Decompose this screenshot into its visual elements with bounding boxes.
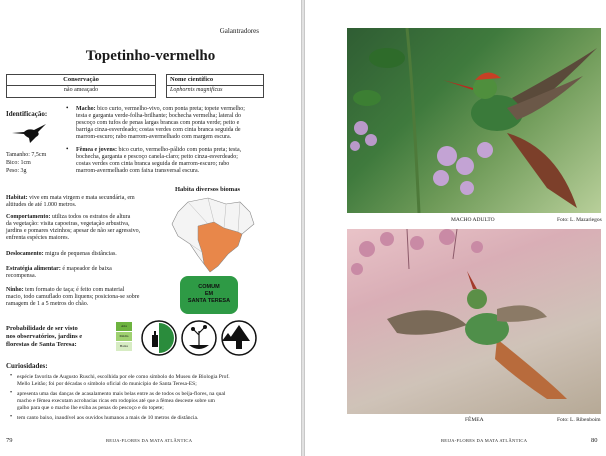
behavior-line-2: da vegetação: visita capoeiras, vegetação arbustiva,: [6, 221, 130, 227]
male-line-5: marrom-escuro; rabo marrom-avermelhado com margem escura.: [76, 134, 232, 140]
scientific-value: Lophornis magnificus: [170, 87, 223, 93]
behavior-line-1: Comportamento: utiliza todos os estratos de altura: [6, 214, 131, 220]
brazil-map: [168, 196, 258, 274]
male-caption: MACHO ADULTO: [451, 217, 495, 223]
male-line-2: testa e garganta verde-folha-brilhante; bochecha vermelha; lateral do: [76, 113, 241, 119]
behavior-line-3: jardins e pomares vizinhos; apesar de não ser agressivo,: [6, 228, 141, 234]
curiosity-2-line-3: galho para que o macho lhe exiba as penas do pescoço e do topete;: [17, 405, 164, 411]
probability-scale: [116, 322, 132, 352]
badge-line-2: EM: [204, 291, 214, 297]
footer-left: BEIJA-FLORES DA MATA ATLÂNTICA: [106, 438, 193, 443]
female-line-3: costas verdes com cinta branca seguida de marrom-escuro; rabo: [76, 161, 230, 167]
female-line-4: marrom-avermelhado com faixa transversal escura.: [76, 168, 200, 174]
right-page: [305, 0, 606, 456]
strategy-line-2: recompensa.: [6, 273, 37, 279]
male-hummingbird-illustration: [347, 28, 601, 213]
level-medium: Média: [116, 332, 132, 341]
curiosity-2-line-2: macho e fêmea executam acrobacias ricas em rodopios até que a fêmea desceste sobre um: [17, 398, 215, 404]
behavior-line-4: enfrenta espécies maiores.: [6, 235, 70, 241]
male-photo-credit: Foto: L. Mazariegos: [557, 217, 602, 223]
page-number-left: 79: [6, 437, 13, 444]
hummingbird-silhouette-icon: [10, 122, 50, 144]
curiosity-1-line-1: espécie favorita de Augusto Ruschi, escolhida por ele como símbolo do Museu de Biologia Prof.: [17, 374, 230, 380]
probability-line-1: Probabilidade de ser visto: [6, 325, 78, 332]
curiosities-label: Curiosidades:: [6, 362, 48, 370]
forest-icon: [220, 319, 258, 357]
movement-line: Deslocamento: migra de pequenas distâncias.: [6, 251, 117, 257]
badge-line-1: COMUM: [198, 284, 220, 290]
running-head: Galantradores: [219, 27, 259, 35]
map-title: Habita diversos biomas: [175, 186, 241, 193]
male-line-1: Macho: bico curto, vermelho-vivo, com ponta preta; topete vermelho;: [76, 106, 245, 112]
male-line-4: barriga cinza-esverdeado; costas verdes com cinta branca seguida de: [76, 127, 241, 133]
level-low: Baixa: [116, 342, 132, 351]
female-bullet: •: [66, 145, 69, 153]
beak-text: Bico: 1cm: [6, 160, 31, 166]
left-page: [0, 0, 301, 456]
level-high: Alta: [116, 322, 132, 331]
probability-line-3: florestas de Santa Teresa:: [6, 341, 77, 348]
nest-line-3: ramagem de 1 a 5 metros do chão.: [6, 301, 89, 307]
curiosity-3-line-1: tem canto baixo, inaudível aos ouvidos humanos a mais de 10 metros de distância.: [17, 415, 199, 421]
identification-label: Identificação:: [6, 110, 48, 118]
female-line-2: bochecha, garganta e pescoço canela-claro; peito cinza-esverdeado;: [76, 154, 238, 160]
conservation-box: [6, 74, 156, 98]
page-title: Topetinho-vermelho: [85, 48, 216, 64]
conservation-value: não ameaçado: [63, 87, 99, 93]
female-photo-credit: Foto: L. Ribenboim: [557, 417, 601, 423]
garden-icon: [180, 319, 218, 357]
observatory-icon: [140, 319, 178, 357]
weight-text: Peso: 3g: [6, 168, 27, 174]
footer-right: BEIJA-FLORES DA MATA ATLÂNTICA: [441, 438, 528, 443]
probability-line-2: nos observatórios, jardins e: [6, 333, 83, 340]
badge-line-3: SANTA TERESA: [187, 298, 231, 304]
page-number-right: 80: [591, 437, 598, 444]
curiosity-2-line-1: apresenta uma das danças de acasalamento mais belas entre as de todos os beija-flores, na qual: [17, 391, 226, 397]
scientific-label: Nome científico: [167, 75, 263, 86]
curiosity-bullet-1: •: [10, 373, 13, 379]
habitat-line-2: altitudes de até 1.000 metros.: [6, 202, 77, 208]
conservation-label: Conservação: [7, 75, 155, 86]
scientific-name-box: [166, 74, 264, 98]
curiosity-1-line-2: Mello Leitão; foi por décadas o símbolo oficial do município de Santa Teresa-ES;: [17, 381, 197, 387]
female-line-1: Fêmea e jovens: bico curto, vermelho-pálido com ponta preta; testa,: [76, 147, 242, 153]
nest-line-2: macio, todo camuflado com liquens; posiciona-se sobre: [6, 294, 140, 300]
female-caption: FÊMEA: [465, 417, 484, 423]
male-line-3: pescoço com tufos de penas largas brancas com ponta verde; peito e: [76, 120, 240, 126]
male-photo: [347, 28, 601, 213]
female-hummingbird-illustration: [347, 229, 601, 414]
size-text: Tamanho: 7,5cm: [6, 152, 47, 158]
curiosity-bullet-2: •: [10, 390, 13, 396]
male-bullet: •: [66, 104, 69, 112]
curiosity-bullet-3: •: [10, 414, 13, 420]
strategy-line-1: Estratégia alimentar: é mapeador de baixa: [6, 266, 112, 272]
habitat-line-1: Habitat: vive em mata virgem e mata secundária, em: [6, 195, 135, 201]
female-photo: [347, 229, 601, 414]
common-badge: [180, 276, 238, 314]
nest-line-1: Ninho: tem formato de taça; é feito com material: [6, 287, 125, 293]
